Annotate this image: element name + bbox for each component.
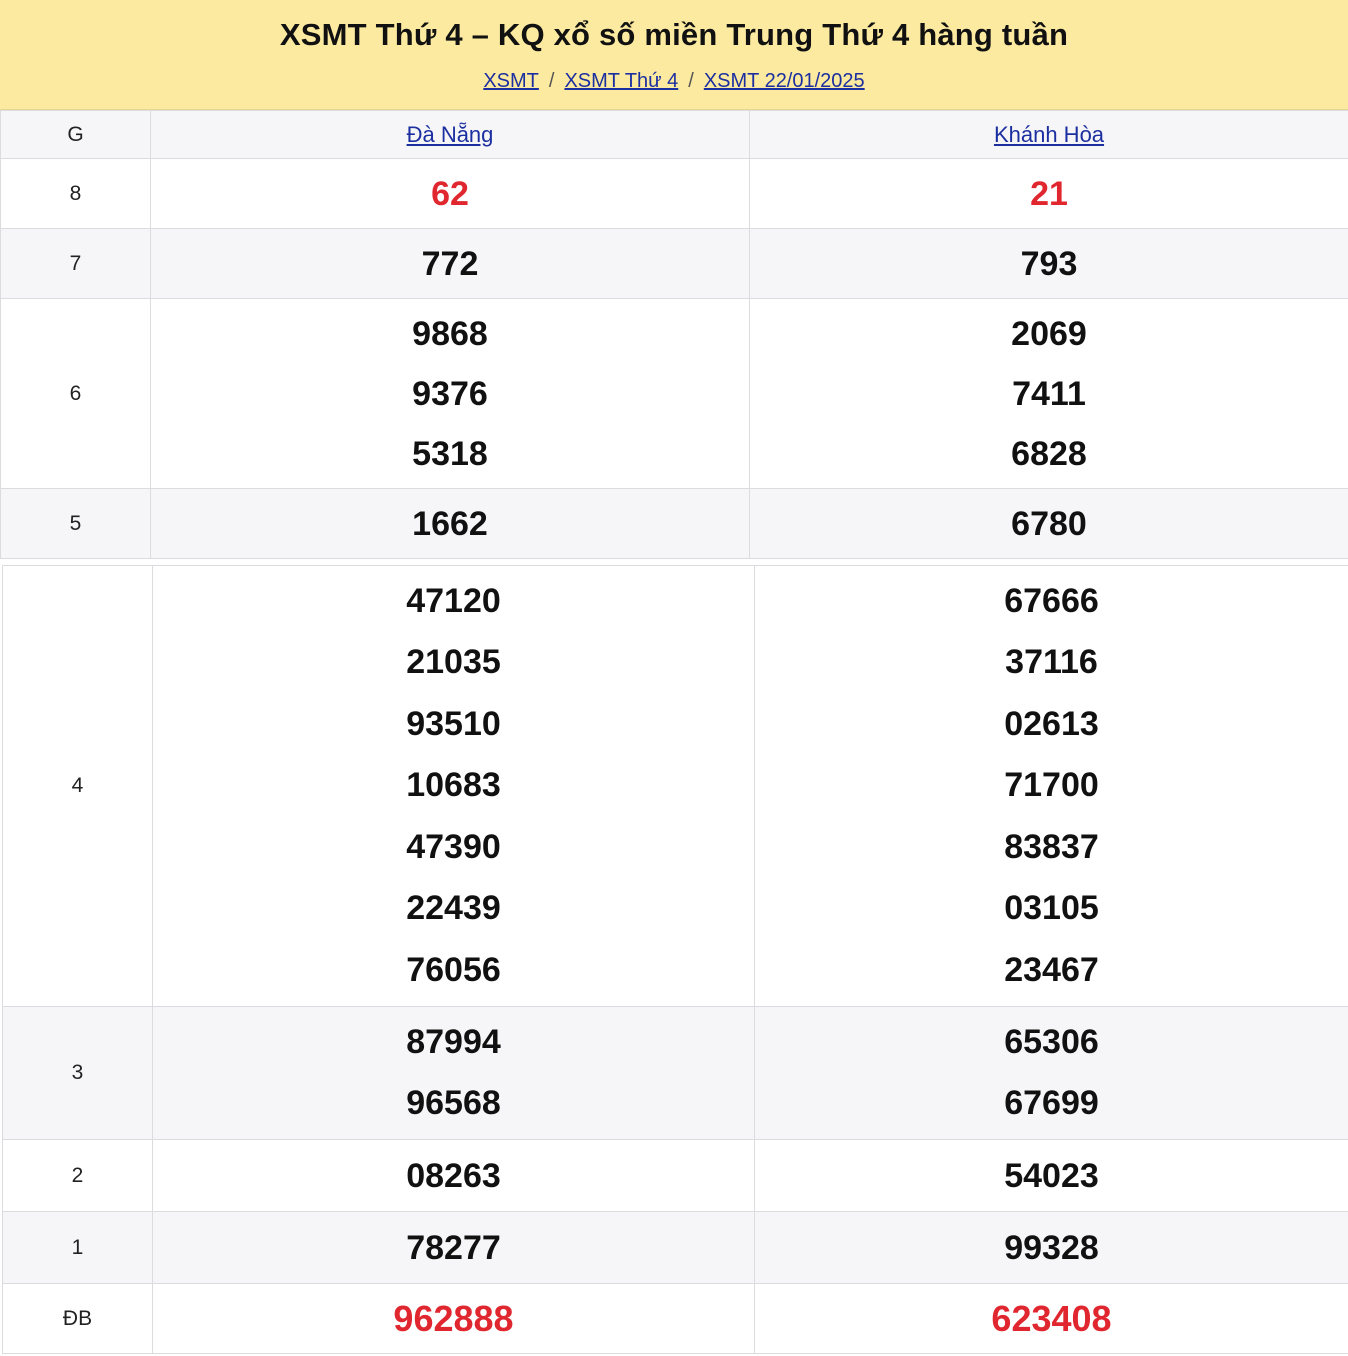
prize-row-3 — [3, 1007, 1348, 1140]
special-prize-number: 623408 — [991, 1297, 1112, 1339]
prize-row-1 — [3, 1212, 1348, 1284]
page-header — [0, 0, 1348, 110]
prize-label: 6 — [1, 299, 151, 489]
prize-number: 6828 — [1011, 434, 1087, 473]
prize-label: 3 — [3, 1007, 153, 1140]
prize-number: 47120 — [406, 581, 501, 620]
prize-number: 793 — [1020, 244, 1078, 283]
prize-cell — [755, 1007, 1348, 1140]
special-prize-number: 962888 — [393, 1297, 514, 1339]
prize-number: 23467 — [1004, 950, 1099, 989]
breadcrumb — [0, 70, 1348, 93]
column-header-province — [750, 111, 1348, 159]
prize-number: 99328 — [1004, 1228, 1099, 1267]
column-header-g: G — [1, 111, 151, 159]
prize-cell — [151, 299, 750, 489]
prize-label: 8 — [1, 159, 151, 229]
prize-label: 2 — [3, 1140, 153, 1212]
prize-row-5 — [1, 489, 1348, 559]
prize-row-4 — [3, 566, 1348, 1007]
prize-cell — [755, 566, 1348, 1007]
prize-number: 67666 — [1004, 581, 1099, 620]
prize-number: 93510 — [406, 704, 501, 743]
prize-number: 9868 — [412, 314, 488, 353]
breadcrumb-link-xsmt-thu-4[interactable]: XSMT Thứ 4 — [564, 70, 679, 92]
prize-cell — [755, 1284, 1348, 1354]
prize-number: 1662 — [412, 504, 488, 543]
prize-number: 71700 — [1004, 766, 1099, 805]
prize-row-2 — [3, 1140, 1348, 1212]
prize-number: 772 — [421, 244, 479, 283]
province-link-da-nang[interactable]: Đà Nẵng — [406, 121, 494, 147]
prize-number: 54023 — [1004, 1156, 1099, 1195]
prize-row-special — [3, 1284, 1348, 1354]
prize-cell — [750, 299, 1348, 489]
prize-cell — [153, 1212, 755, 1284]
prize-cell — [755, 1140, 1348, 1212]
prize-label: 1 — [3, 1212, 153, 1284]
prize-number: 22439 — [406, 889, 501, 928]
prize-cell — [151, 489, 750, 559]
prize-cell — [750, 229, 1348, 299]
column-header-province — [151, 111, 750, 159]
prize-number: 03105 — [1004, 889, 1099, 928]
prize-row-6 — [1, 299, 1348, 489]
prize-cell — [750, 159, 1348, 229]
prize-number: 47390 — [406, 827, 501, 866]
prize-cell — [153, 1007, 755, 1140]
breadcrumb-separator: / — [548, 70, 555, 92]
prize-number: 9376 — [412, 374, 488, 413]
breadcrumb-link-date[interactable]: XSMT 22/01/2025 — [703, 70, 865, 92]
prize-number: 65306 — [1004, 1022, 1099, 1061]
prize-label: 5 — [1, 489, 151, 559]
prize-number: 02613 — [1004, 704, 1099, 743]
prize-number: 08263 — [406, 1156, 501, 1195]
prize-number: 5318 — [412, 434, 488, 473]
prize-cell — [153, 1140, 755, 1212]
prize-number: 37116 — [1005, 643, 1098, 682]
prize-number: 96568 — [406, 1084, 501, 1122]
prize-number: 83837 — [1004, 827, 1099, 866]
prize-cell — [153, 1284, 755, 1354]
prize-label: 7 — [1, 229, 151, 299]
prize-number: 76056 — [406, 950, 501, 989]
prize-number: 67699 — [1004, 1084, 1099, 1122]
prize-number: 62 — [431, 174, 469, 213]
page-title: XSMT Thứ 4 – KQ xổ số miền Trung Thứ 4 hàng tuần — [279, 17, 1069, 52]
results-table-bottom — [2, 565, 1348, 1354]
prize-row-8 — [1, 159, 1348, 229]
results-table-top — [0, 110, 1348, 559]
prize-label: 4 — [3, 566, 153, 1007]
prize-cell — [750, 489, 1348, 559]
table-header-row — [1, 111, 1348, 159]
prize-number: 87994 — [406, 1022, 501, 1061]
prize-cell — [755, 1212, 1348, 1284]
prize-cell — [151, 159, 750, 229]
prize-number: 7411 — [1012, 374, 1086, 413]
prize-number: 6780 — [1011, 504, 1087, 543]
prize-number: 10683 — [406, 766, 501, 805]
breadcrumb-link-xsmt[interactable]: XSMT — [483, 70, 539, 92]
prize-cell — [151, 229, 750, 299]
prize-row-7 — [1, 229, 1348, 299]
prize-number: 78277 — [406, 1228, 501, 1267]
prize-cell — [153, 566, 755, 1007]
prize-number: 21035 — [406, 643, 501, 682]
prize-number: 21 — [1030, 174, 1068, 213]
prize-number: 2069 — [1011, 314, 1087, 353]
province-link-khanh-hoa[interactable]: Khánh Hòa — [993, 121, 1105, 147]
prize-label: ĐB — [3, 1284, 153, 1354]
breadcrumb-separator: / — [688, 70, 694, 92]
